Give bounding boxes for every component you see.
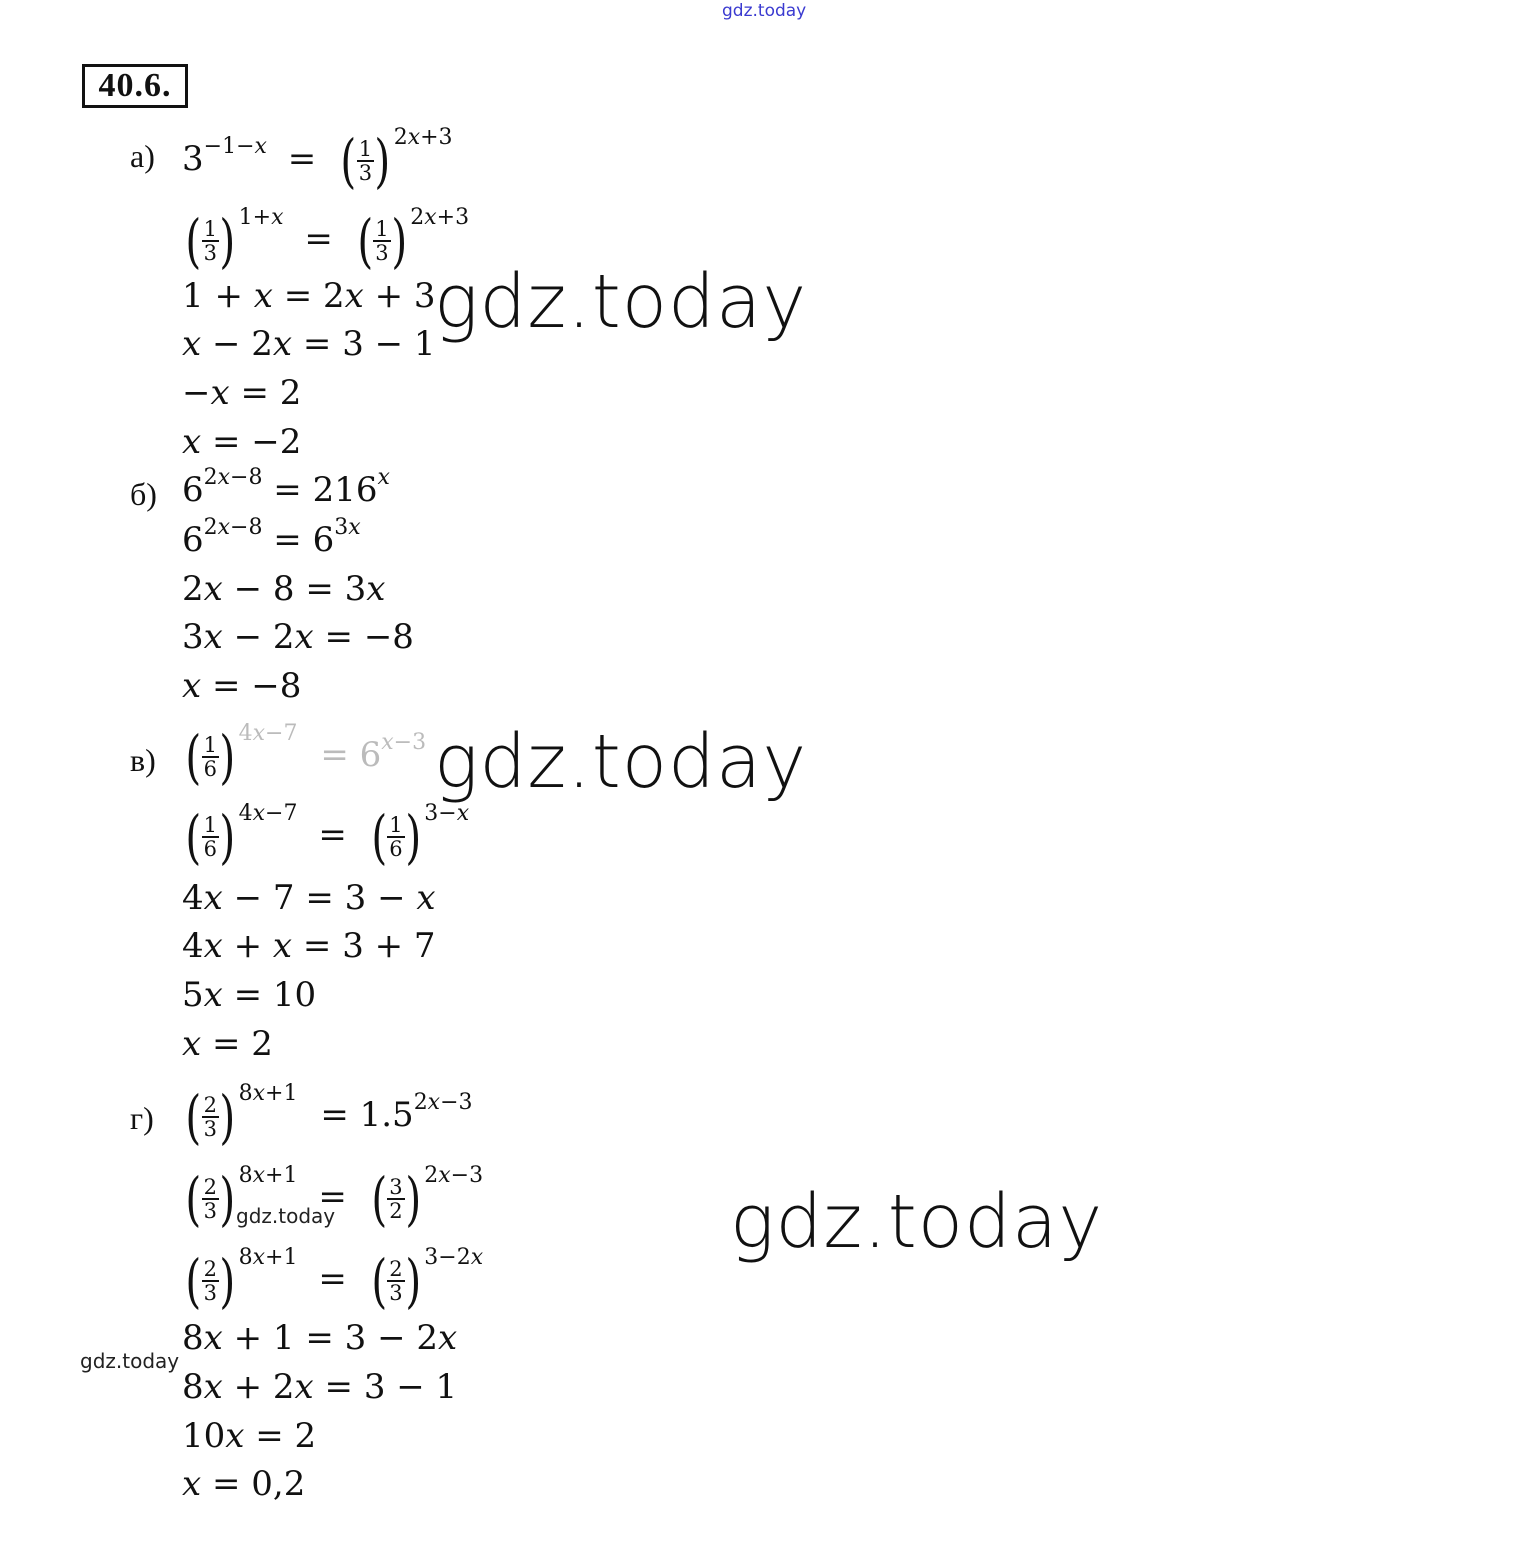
part-label-g: г)	[130, 1100, 154, 1136]
g1-frac-den: 3	[203, 1117, 218, 1141]
a1-frac-den: 3	[358, 161, 373, 185]
left-paren: (	[185, 1247, 202, 1315]
v1-right: = 6	[320, 735, 382, 775]
right-paren: )	[374, 127, 391, 195]
equation-v5: 5𝑥 = 10	[182, 975, 317, 1015]
watermark-small-2: gdz.today	[80, 1349, 180, 1373]
right-paren: )	[405, 1165, 421, 1233]
v2-right-exponent: 3−𝑥	[424, 801, 470, 826]
left-paren: (	[185, 1083, 202, 1151]
b2-exponent: 2𝑥−8	[203, 515, 263, 540]
b1-base: 6	[182, 470, 204, 510]
equation-a1	[182, 125, 453, 195]
left-paren: (	[371, 1165, 387, 1233]
watermark-top: gdz.today	[722, 1, 807, 21]
left-paren: (	[371, 1247, 387, 1315]
watermark-big-3: gdz.today	[730, 1179, 1104, 1265]
a1-base: 3	[182, 139, 204, 179]
equation-a4: 𝑥 − 2𝑥 = 3 − 1	[182, 324, 436, 364]
v1-frac-den: 6	[203, 757, 218, 781]
equation-b5: 𝑥 = −8	[182, 666, 302, 706]
a2-left-exponent: 1+𝑥	[238, 205, 284, 230]
a2-frac-den: 3	[203, 241, 218, 265]
right-paren: )	[219, 1165, 236, 1233]
g3-rfrac-num: 2	[389, 1257, 403, 1281]
g3-exponent: 8𝑥+1	[238, 1245, 298, 1270]
part-label-v: в)	[130, 742, 156, 778]
g3-frac-den: 3	[203, 1281, 218, 1305]
left-paren: (	[340, 127, 357, 195]
left-paren: (	[185, 1165, 202, 1233]
g1-exponent: 8𝑥+1	[238, 1081, 298, 1106]
equation-b3: 2𝑥 − 8 = 3𝑥	[182, 569, 386, 609]
b1-right-exponent: 𝑥	[377, 465, 390, 490]
a1-frac-exponent: 2𝑥+3	[393, 125, 453, 150]
g3-rfrac-den: 3	[389, 1281, 403, 1305]
g2-frac-num: 2	[203, 1175, 218, 1199]
equation-g4: 8𝑥 + 1 = 3 − 2𝑥	[182, 1318, 458, 1358]
right-paren: )	[219, 1083, 236, 1151]
v2-equals: =	[318, 815, 347, 855]
equation-g5: 8𝑥 + 2𝑥 = 3 − 1	[182, 1367, 458, 1407]
g3-equals: =	[318, 1259, 347, 1299]
part-label-a: а)	[130, 138, 155, 174]
a1-frac-num: 1	[358, 137, 373, 161]
equation-a2	[182, 205, 470, 275]
left-paren: (	[357, 207, 373, 275]
a1-equals: =	[287, 139, 317, 179]
g1-right: = 1.5	[320, 1095, 414, 1135]
b1-exponent: 2𝑥−8	[203, 465, 263, 490]
g3-frac-num: 2	[203, 1257, 218, 1281]
equation-v6: 𝑥 = 2	[182, 1024, 273, 1064]
right-paren: )	[405, 803, 421, 871]
right-paren: )	[219, 1247, 236, 1315]
a2-equals: =	[304, 219, 333, 259]
v2-frac-den: 6	[203, 837, 218, 861]
a1-exponent: −1−𝑥	[203, 134, 267, 159]
equation-b1	[182, 465, 390, 510]
g1-frac-num: 2	[203, 1093, 218, 1117]
b2-right: = 6	[273, 520, 335, 560]
g2-exponent: 8𝑥+1	[238, 1163, 298, 1188]
equation-g7: 𝑥 = 0,2	[182, 1464, 306, 1504]
equation-b4: 3𝑥 − 2𝑥 = −8	[182, 617, 414, 657]
b1-right: = 216	[273, 470, 378, 510]
equation-v2	[182, 801, 470, 871]
a2-rfrac-num: 1	[375, 217, 389, 241]
equation-g1	[182, 1081, 473, 1151]
v1-right-exponent: 𝑥−3	[381, 730, 427, 755]
equation-v1	[182, 721, 427, 791]
v1-frac-num: 1	[203, 733, 218, 757]
a1-fraction	[337, 125, 453, 195]
equation-a3: 1 + 𝑥 = 2𝑥 + 3	[182, 276, 436, 316]
left-paren: (	[371, 803, 387, 871]
g3-right-exponent: 3−2𝑥	[424, 1245, 484, 1270]
watermark-small-1: gdz.today	[236, 1204, 336, 1228]
equation-g6: 10𝑥 = 2	[182, 1416, 317, 1456]
watermark-big-1: gdz.today	[434, 259, 808, 345]
equation-v4: 4𝑥 + 𝑥 = 3 + 7	[182, 926, 436, 966]
equation-a6: 𝑥 = −2	[182, 422, 302, 462]
a2-rfrac-den: 3	[375, 241, 389, 265]
a2-right-exponent: 2𝑥+3	[410, 205, 470, 230]
g2-frac-den: 3	[203, 1199, 218, 1223]
v2-rfrac-den: 6	[389, 837, 403, 861]
b2-right-exponent: 3𝑥	[334, 515, 361, 540]
v2-frac-num: 1	[203, 813, 218, 837]
equation-a5: −𝑥 = 2	[182, 373, 302, 413]
g2-rfrac-den: 2	[389, 1199, 403, 1223]
g2-right-exponent: 2𝑥−3	[424, 1163, 484, 1188]
equation-v3: 4𝑥 − 7 = 3 − 𝑥	[182, 878, 436, 918]
watermark-big-2: gdz.today	[434, 719, 808, 805]
right-paren: )	[219, 803, 236, 871]
left-paren: (	[185, 723, 202, 791]
right-paren: )	[219, 207, 236, 275]
g2-rfrac-num: 3	[389, 1175, 403, 1199]
v2-exponent: 4𝑥−7	[238, 801, 298, 826]
right-paren: )	[405, 1247, 421, 1315]
a2-frac-num: 1	[203, 217, 218, 241]
left-paren: (	[185, 207, 202, 275]
g1-right-exponent: 2𝑥−3	[413, 1090, 473, 1115]
part-label-b: б)	[130, 476, 157, 512]
right-paren: )	[219, 723, 236, 791]
problem-number: 40.6.	[82, 64, 188, 108]
v1-exponent: 4𝑥−7	[238, 721, 298, 746]
b2-base: 6	[182, 520, 204, 560]
equation-b2	[182, 515, 361, 560]
left-paren: (	[185, 803, 202, 871]
right-paren: )	[391, 207, 407, 275]
equation-g3	[182, 1245, 484, 1315]
g2-equals: =	[318, 1177, 347, 1217]
v2-rfrac-num: 1	[389, 813, 403, 837]
